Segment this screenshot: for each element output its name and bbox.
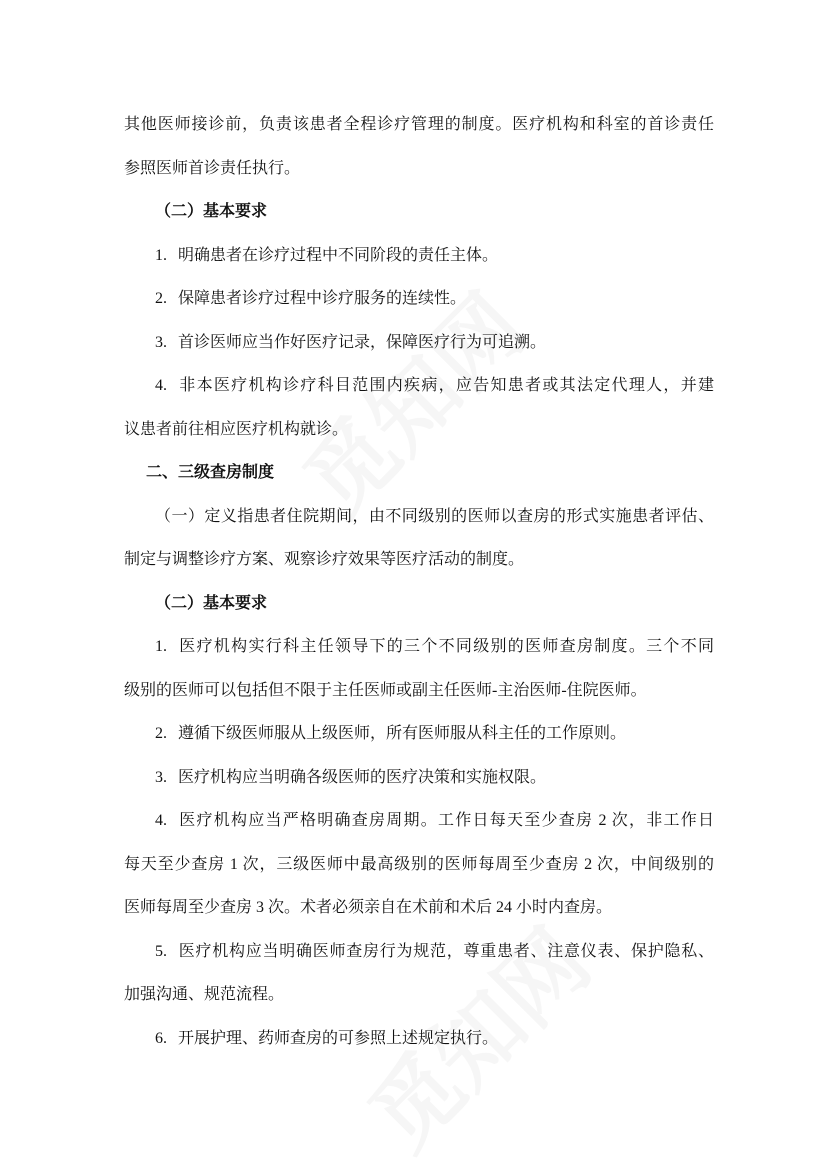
section-heading: （二）基本要求 (155, 203, 268, 220)
list-item-line: 加强沟通、规范流程。 (124, 986, 285, 1003)
paragraph-line: （一）定义指患者住院期间，由不同级别的医师以查房的形式实施患者评估、 (155, 507, 714, 525)
list-item-line (124, 364, 714, 408)
list-item (124, 277, 714, 321)
list-item (124, 625, 714, 712)
list-item-line (124, 277, 714, 321)
list-text: 保障患者诊疗过程中诊疗服务的连续性。 (178, 290, 467, 307)
list-text: 首诊医师应当作好医疗记录，保障医疗行为可追溯。 (178, 333, 547, 351)
paragraph-line: 其他医师接诊前，负责该患者全程诊疗管理的制度。医疗机构和科室的首诊责任 (124, 116, 714, 133)
paragraph-line: 参照医师首诊责任执行。 (124, 159, 301, 177)
list-item-line (124, 1017, 714, 1061)
list-item (124, 321, 714, 365)
list-text: 医疗机构应当严格明确查房周期。工作日每天至少查房 2 次，非工作日 (178, 812, 714, 829)
definition-paragraph (124, 495, 714, 582)
list-item (124, 799, 714, 930)
list-item-line (124, 234, 714, 278)
list-number: 3. (155, 768, 167, 786)
list-item (124, 1017, 714, 1061)
list-item-line (124, 321, 714, 365)
list-item-line (124, 799, 714, 843)
list-item-line (124, 712, 714, 756)
list-item (124, 930, 714, 1017)
document-body (124, 103, 714, 1060)
list-text: 遵循下级医师服从上级医师，所有医师服从科主任的工作原则。 (178, 725, 627, 742)
list-number: 2. (155, 290, 167, 307)
list-number: 4. (155, 812, 167, 829)
list-number: 1. (155, 246, 167, 264)
list-item (124, 756, 714, 800)
list-item (124, 364, 714, 451)
list-item (124, 712, 714, 756)
list-number: 3. (155, 333, 167, 351)
list-number: 2. (155, 725, 167, 742)
list-item-line (124, 756, 714, 800)
list-item-line: 议患者前往相应医疗机构就诊。 (124, 420, 349, 438)
list-text: 开展护理、药师查房的可参照上述规定执行。 (178, 1029, 499, 1047)
intro-paragraph (124, 103, 714, 190)
section-title: 二、三级查房制度 (146, 464, 275, 481)
list-number: 5. (155, 942, 167, 960)
list-item (124, 234, 714, 278)
list-text: 医疗机构应当明确各级医师的医疗决策和实施权限。 (178, 768, 547, 786)
list-item-line (124, 930, 714, 974)
list-text: 医疗机构应当明确医师查房行为规范，尊重患者、注意仪表、保护隐私、 (178, 942, 714, 960)
list-item-line: 每天至少查房 1 次，三级医师中最高级别的医师每周至少查房 2 次，中间级别的 (124, 855, 714, 873)
list-text: 明确患者在诊疗过程中不同阶段的责任主体。 (178, 246, 499, 264)
list-item-line: 医师每周至少查房 3 次。术者必须亲自在术前和术后 24 小时内查房。 (124, 899, 613, 916)
list-item-line: 级别的医师可以包括但不限于主任医师或副主任医师-主治医师-住院医师。 (124, 681, 647, 699)
section-heading: （二）基本要求 (155, 594, 268, 612)
list-text: 医疗机构实行科主任领导下的三个不同级别的医师查房制度。三个不同 (178, 638, 714, 655)
list-number: 6. (155, 1029, 167, 1047)
list-text: 非本医疗机构诊疗科目范围内疾病，应告知患者或其法定代理人，并建 (178, 377, 714, 394)
list-number: 1. (155, 638, 167, 655)
paragraph-line: 制定与调整诊疗方案、观察诊疗效果等医疗活动的制度。 (124, 551, 525, 568)
list-item-line (124, 625, 714, 669)
list-number: 4. (155, 377, 167, 394)
